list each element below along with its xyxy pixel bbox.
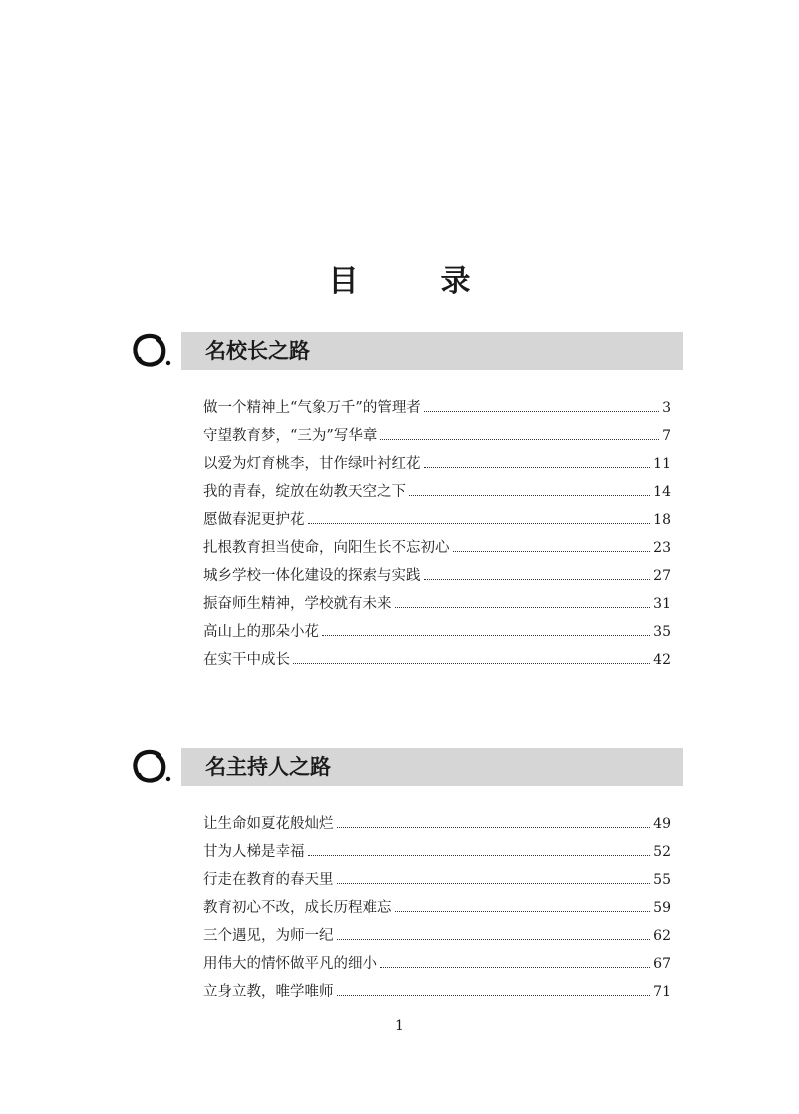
dot-leader bbox=[380, 439, 659, 440]
toc-entry-title: 高山上的那朵小花 bbox=[203, 624, 319, 640]
toc-entry-title: 立身立教，唯学唯师 bbox=[203, 984, 334, 1000]
toc-entry-title: 振奋师生精神，学校就有未来 bbox=[203, 596, 392, 612]
toc-entry[interactable] bbox=[203, 422, 671, 450]
toc-entry[interactable] bbox=[203, 450, 671, 478]
toc-entry-page: 59 bbox=[653, 900, 671, 916]
toc-entry-page: 71 bbox=[653, 984, 671, 1000]
dot-leader bbox=[424, 579, 651, 580]
toc-entry-page: 18 bbox=[653, 512, 671, 528]
toc-entry-page: 35 bbox=[653, 624, 671, 640]
toc-entry[interactable] bbox=[203, 950, 671, 978]
toc-entry[interactable] bbox=[203, 562, 671, 590]
toc-entry[interactable] bbox=[203, 646, 671, 674]
dot-leader bbox=[395, 607, 651, 608]
dot-leader bbox=[424, 411, 659, 412]
dot-leader bbox=[337, 939, 651, 940]
ink-circle-icon bbox=[129, 331, 173, 371]
dot-leader bbox=[308, 523, 651, 524]
dot-leader bbox=[337, 883, 651, 884]
toc-entry-title: 守望教育梦，“三为”写华章 bbox=[203, 428, 378, 444]
toc-entry-title: 教育初心不改，成长历程难忘 bbox=[203, 900, 392, 916]
toc-entry-title: 城乡学校一体化建设的探索与实践 bbox=[203, 568, 421, 584]
toc-entry-title: 扎根教育担当使命，向阳生长不忘初心 bbox=[203, 540, 450, 556]
page-title: 目 录 bbox=[328, 264, 497, 299]
dot-leader bbox=[424, 467, 651, 468]
section-header bbox=[0, 330, 799, 370]
dot-leader bbox=[380, 967, 650, 968]
section-header-bar bbox=[181, 748, 683, 786]
dot-leader bbox=[322, 635, 650, 636]
toc-entry[interactable] bbox=[203, 866, 671, 894]
section-header-bar bbox=[181, 332, 683, 370]
toc-entry-page: 42 bbox=[653, 652, 671, 668]
section-heading: 名主持人之路 bbox=[205, 754, 331, 779]
toc-entry-title: 甘为人梯是幸福 bbox=[203, 844, 305, 860]
toc-entry-title: 用伟大的情怀做平凡的细小 bbox=[203, 956, 377, 972]
toc-entry-page: 62 bbox=[653, 928, 671, 944]
dot-leader bbox=[453, 551, 651, 552]
toc-entry[interactable] bbox=[203, 978, 671, 1006]
dot-leader bbox=[337, 995, 651, 996]
toc-entry-page: 67 bbox=[653, 956, 671, 972]
dot-leader bbox=[395, 911, 651, 912]
toc-entry-title: 三个遇见，为师一纪 bbox=[203, 928, 334, 944]
toc-entry-page: 55 bbox=[653, 872, 671, 888]
dot-leader bbox=[293, 663, 650, 664]
toc-entry[interactable] bbox=[203, 506, 671, 534]
toc-entry-title: 在实干中成长 bbox=[203, 652, 290, 668]
toc-entry-page: 11 bbox=[653, 456, 671, 472]
toc-entry-page: 7 bbox=[662, 428, 671, 444]
toc-entry-page: 23 bbox=[653, 540, 671, 556]
toc-list bbox=[203, 810, 671, 1006]
toc-entry[interactable] bbox=[203, 922, 671, 950]
page-number: 1 bbox=[395, 1018, 404, 1034]
toc-entry-title: 我的青春，绽放在幼教天空之下 bbox=[203, 484, 406, 500]
toc-entry-page: 27 bbox=[653, 568, 671, 584]
section-header bbox=[0, 746, 799, 786]
toc-entry[interactable] bbox=[203, 894, 671, 922]
toc-entry[interactable] bbox=[203, 838, 671, 866]
dot-leader bbox=[308, 855, 651, 856]
toc-entry[interactable] bbox=[203, 534, 671, 562]
toc-entry-title: 愿做春泥更护花 bbox=[203, 512, 305, 528]
toc-entry[interactable] bbox=[203, 810, 671, 838]
dot-leader bbox=[337, 827, 651, 828]
ink-circle-icon bbox=[129, 747, 173, 787]
toc-entry-page: 49 bbox=[653, 816, 671, 832]
toc-entry-page: 31 bbox=[653, 596, 671, 612]
toc-entry[interactable] bbox=[203, 478, 671, 506]
toc-entry-title: 行走在教育的春天里 bbox=[203, 872, 334, 888]
toc-entry-title: 让生命如夏花般灿烂 bbox=[203, 816, 334, 832]
toc-list bbox=[203, 394, 671, 674]
toc-entry-page: 14 bbox=[653, 484, 671, 500]
toc-entry[interactable] bbox=[203, 394, 671, 422]
toc-entry-page: 3 bbox=[662, 400, 671, 416]
dot-leader bbox=[409, 495, 650, 496]
toc-entry[interactable] bbox=[203, 590, 671, 618]
section-heading: 名校长之路 bbox=[205, 338, 310, 363]
toc-entry-page: 52 bbox=[653, 844, 671, 860]
toc-entry-title: 做一个精神上“气象万千”的管理者 bbox=[203, 400, 421, 416]
toc-entry-title: 以爱为灯育桃李，甘作绿叶衬红花 bbox=[203, 456, 421, 472]
toc-entry[interactable] bbox=[203, 618, 671, 646]
